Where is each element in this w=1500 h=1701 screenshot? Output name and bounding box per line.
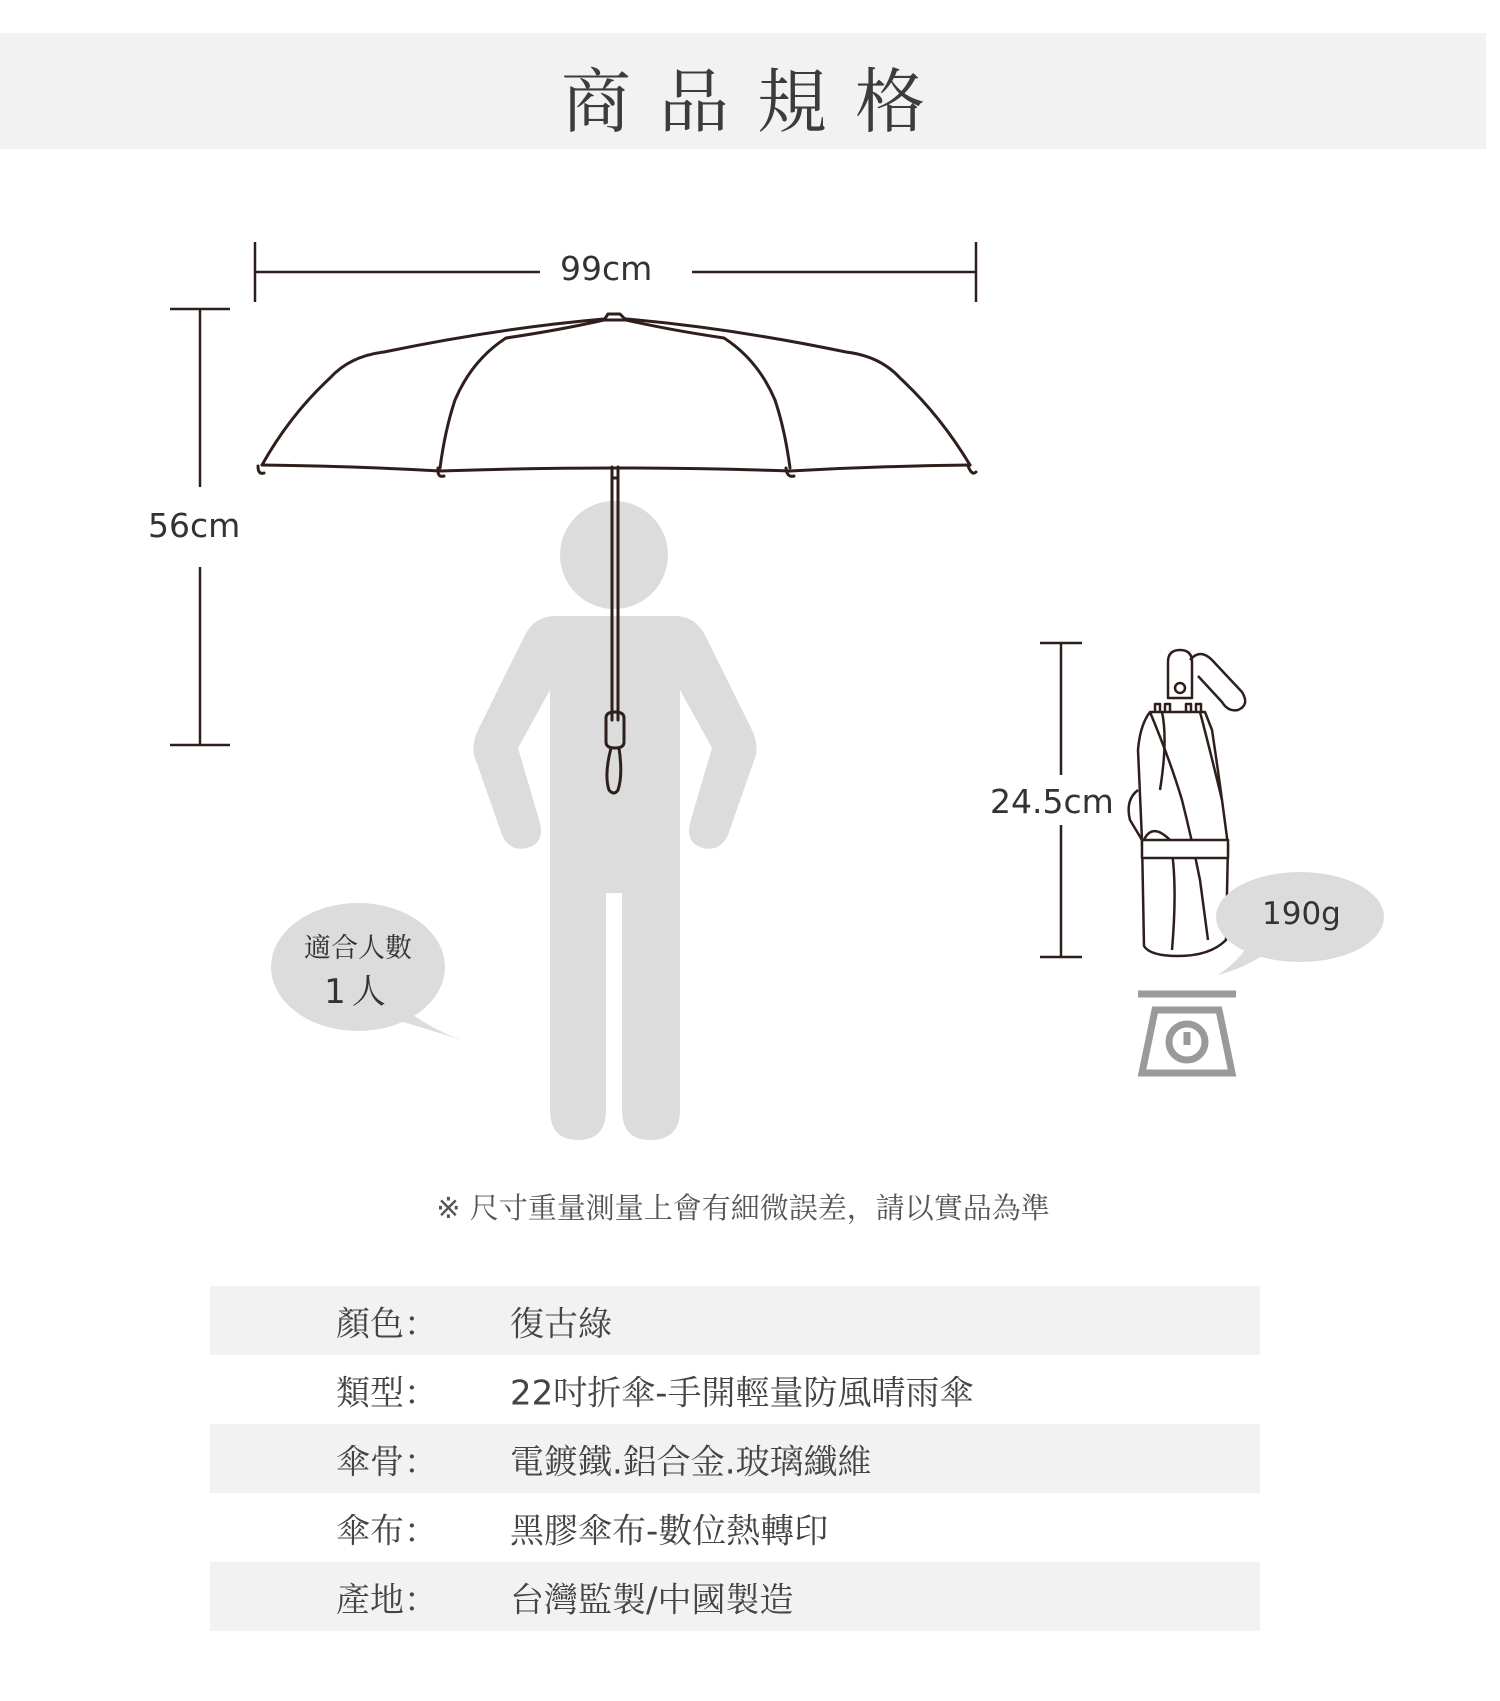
spec-row-color — [210, 1286, 1260, 1355]
capacity-bubble-value: 1人 — [324, 972, 392, 1012]
disclaimer-note: ※ 尺寸重量測量上會有細微誤差，請以實品為準 — [436, 1191, 1050, 1225]
spec-value: 復古綠 — [510, 1304, 612, 1344]
spec-label: 傘布： — [336, 1511, 438, 1551]
spec-table — [210, 1286, 1260, 1631]
spec-label: 傘骨： — [336, 1442, 438, 1482]
spec-value: 電鍍鐵.鋁合金.玻璃纖維 — [510, 1442, 872, 1482]
width-label: 99cm — [560, 249, 653, 288]
spec-row-frame — [210, 1424, 1260, 1493]
folded-length-label: 24.5cm — [990, 782, 1114, 821]
spec-row-fabric — [210, 1493, 1260, 1562]
spec-row-origin — [210, 1562, 1260, 1631]
person-silhouette — [474, 501, 757, 1140]
scale-icon — [1138, 994, 1236, 1073]
page-title: 商品規格 — [561, 61, 953, 143]
spec-label: 產地： — [336, 1580, 438, 1620]
weight-label: 190g — [1262, 896, 1341, 932]
spec-row-type — [210, 1355, 1260, 1424]
capacity-bubble-title: 適合人數 — [304, 933, 412, 964]
spec-value: 22吋折傘-手開輕量防風晴雨傘 — [510, 1373, 974, 1413]
spec-value: 台灣監製/中國製造 — [510, 1580, 794, 1620]
spec-label: 顏色： — [336, 1304, 438, 1344]
height-label: 56cm — [148, 506, 241, 545]
spec-label: 類型： — [336, 1373, 438, 1413]
spec-value: 黑膠傘布-數位熱轉印 — [510, 1511, 829, 1551]
